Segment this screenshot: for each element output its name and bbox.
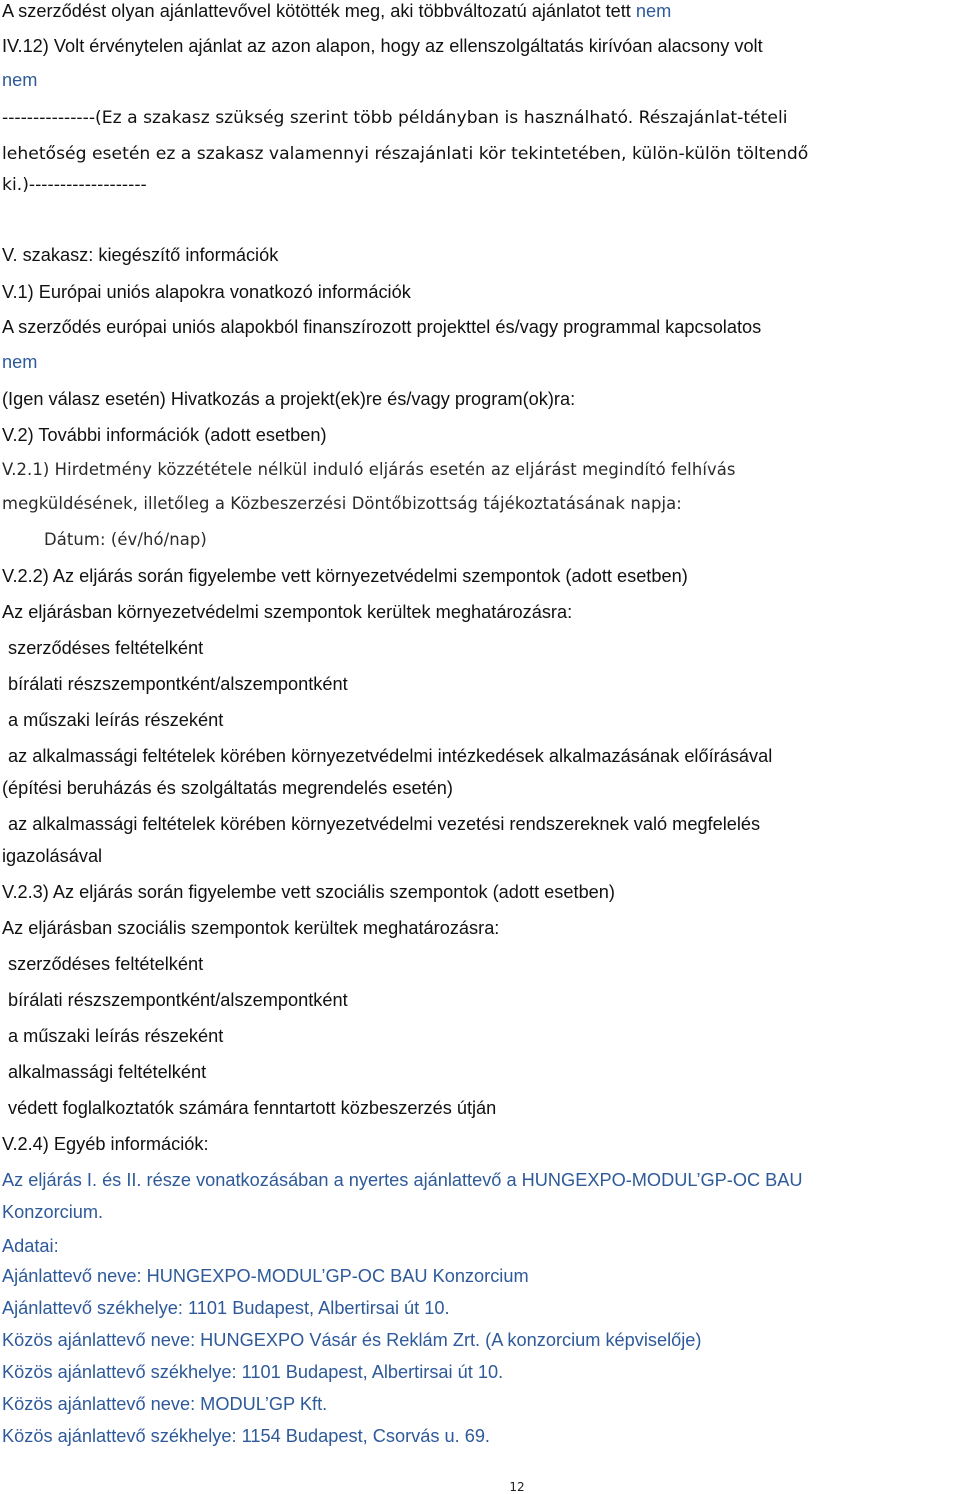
list-item: alkalmassági feltételként (8, 1062, 207, 1082)
list-item: bírálati részszempontként/alszempontként (8, 990, 348, 1010)
list-item: az alkalmassági feltételek körében környezetvédelmi vezetési rendszereknek való megfelelés (8, 814, 761, 834)
list-item: védett foglalkoztatók számára fenntartott közbeszerzés útján (8, 1098, 497, 1118)
answer-value: nem (2, 352, 38, 372)
subsection-heading: V.2.3) Az eljárás során figyelembe vett szociális szempontok (adott esetben) (2, 882, 615, 902)
field-label: Ajánlattevő neve: (2, 1266, 147, 1286)
answer-text: Adatai: (2, 1236, 59, 1256)
answer-text: Az eljárás I. és II. része vonatkozásában a nyertes ajánlattevő a HUNGEXPO-MODUL’GP-OC BAU (2, 1170, 803, 1190)
field-label: Közös ajánlattevő neve: (2, 1330, 201, 1350)
text-line: V.2.1) Hirdetmény közzététele nélkül induló eljárás esetén az eljárást megindító felhívás (2, 460, 736, 479)
line-text: A szerződést olyan ajánlattevővel kötötték meg, aki többváltozatú ajánlatot tett (2, 1, 636, 21)
subsection-heading: V.2) További információk (adott esetben) (2, 425, 327, 445)
field-label: Közös ajánlattevő székhelye: (2, 1426, 242, 1446)
subsection-heading: V.1) Európai uniós alapokra vonatkozó információk (2, 282, 411, 302)
field-value: HUNGEXPO Vásár és Reklám Zrt. (A konzorcium képviselője) (200, 1330, 702, 1350)
page-number: 12 (509, 1480, 525, 1494)
field-label: Közös ajánlattevő neve: (2, 1394, 201, 1414)
text-line (2, 1361, 503, 1383)
text-line: lehetőség esetén ez a szakasz valamennyi részajánlati kör tekintetében, külön-külön töltendő (2, 144, 809, 164)
section-heading: V. szakasz: kiegészítő információk (2, 245, 279, 265)
text-line (2, 1425, 490, 1447)
list-item: szerződéses feltételként (8, 954, 204, 974)
field-label: Ajánlattevő székhelye: (2, 1298, 189, 1318)
text-line: IV.12) Volt érvénytelen ajánlat az azon alapon, hogy az ellenszolgáltatás kirívóan alacsony volt (2, 36, 763, 56)
text-line (2, 1393, 327, 1415)
field-label: Közös ajánlattevő székhelye: (2, 1362, 242, 1382)
list-item: a műszaki leírás részeként (8, 710, 224, 730)
text-line: Az eljárásban szociális szempontok kerültek meghatározásra: (2, 918, 500, 938)
list-item: szerződéses feltételként (8, 638, 204, 658)
text-line: igazolásával (2, 846, 103, 866)
text-line: ---------------(Ez a szakasz szükség szerint több példányban is használható. Részajánlat-tételi (2, 108, 788, 128)
list-item: a műszaki leírás részeként (8, 1026, 224, 1046)
text-line (2, 1297, 450, 1319)
text-line: (építési beruházás és szolgáltatás megrendelés esetén) (2, 778, 453, 798)
field-value: 1101 Budapest, Albertirsai út 10. (241, 1362, 504, 1382)
text-line (2, 1329, 701, 1351)
text-line: ki.)------------------- (2, 175, 147, 195)
list-item: bírálati részszempontként/alszempontként (8, 674, 348, 694)
answer-text: Konzorcium. (2, 1202, 104, 1222)
subsection-heading: V.2.2) Az eljárás során figyelembe vett környezetvédelmi szempontok (adott esetben) (2, 566, 688, 586)
field-value: 1154 Budapest, Csorvás u. 69. (241, 1426, 490, 1446)
subsection-heading: V.2.4) Egyéb információk: (2, 1134, 209, 1154)
text-line: megküldésének, illetőleg a Közbeszerzési Döntőbizottság tájékoztatásának napja: (2, 494, 682, 513)
answer-value: nem (2, 70, 38, 90)
text-line (2, 1265, 529, 1287)
text-line (2, 0, 671, 22)
text-line: Az eljárásban környezetvédelmi szempontok kerültek meghatározásra: (2, 602, 573, 622)
date-field-label: Dátum: (év/hó/nap) (44, 530, 207, 549)
list-item: az alkalmassági feltételek körében környezetvédelmi intézkedések alkalmazásának előírásával (8, 746, 773, 766)
field-value: MODUL’GP Kft. (200, 1394, 328, 1414)
answer-value: nem (635, 1, 672, 21)
text-line: (Igen válasz esetén) Hivatkozás a projekt(ek)re és/vagy program(ok)ra: (2, 389, 576, 409)
field-value: HUNGEXPO-MODUL’GP-OC BAU Konzorcium (146, 1266, 529, 1286)
text-line: A szerződés európai uniós alapokból finanszírozott projekttel és/vagy programmal kapcsolatos (2, 317, 762, 337)
field-value: 1101 Budapest, Albertirsai út 10. (188, 1298, 450, 1318)
